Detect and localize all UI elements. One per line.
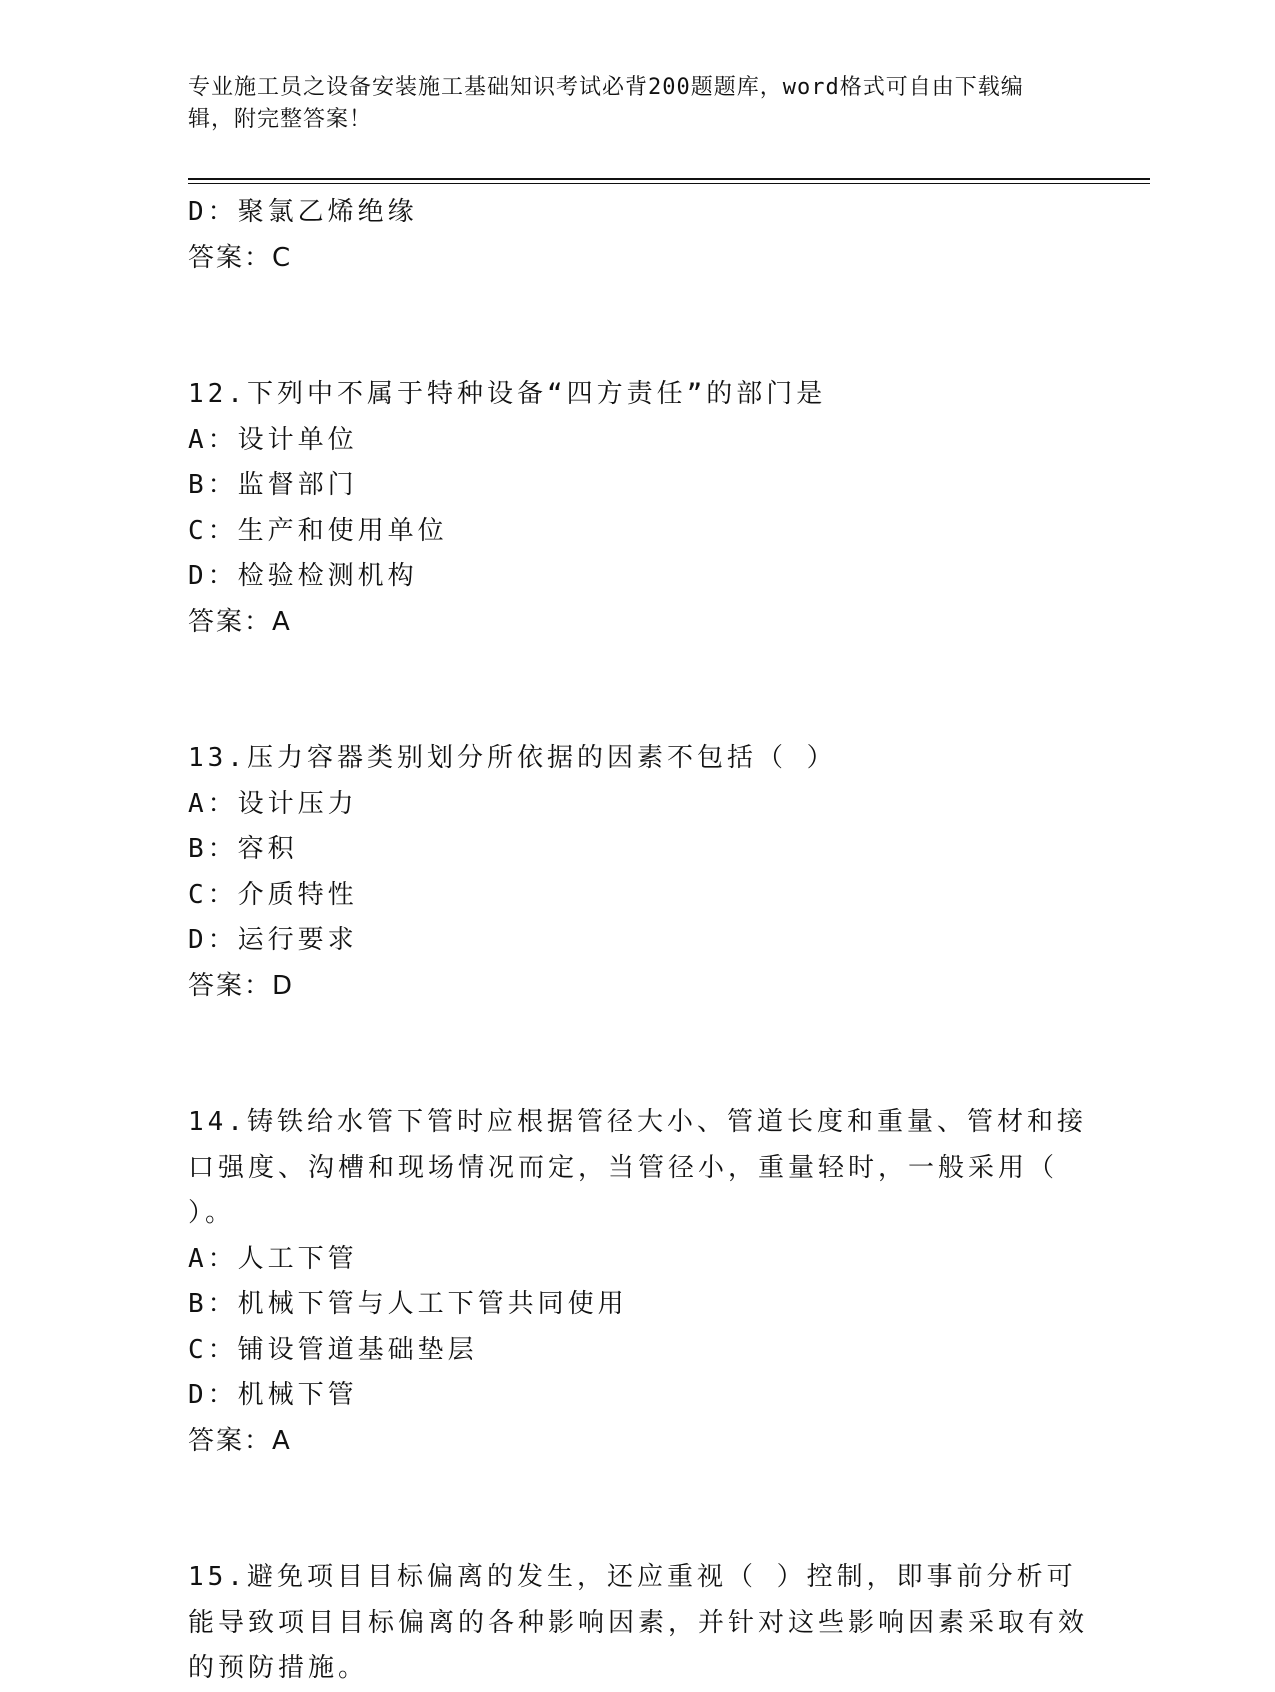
answer: 答案：D <box>188 970 295 1001</box>
option-c: C：铺设管道基础垫层 <box>188 1334 478 1365</box>
question-14 <box>188 1100 1088 1464</box>
question-12 <box>188 372 1088 645</box>
option-b: B：容积 <box>188 834 298 864</box>
prev-option-d: D：聚氯乙烯绝缘 <box>188 197 418 227</box>
header-rule-thick <box>188 178 1150 180</box>
document-body <box>188 190 1088 1692</box>
option-a: A：设计单位 <box>188 424 358 455</box>
option-d: D：运行要求 <box>188 925 358 955</box>
answer: 答案：A <box>188 1425 292 1456</box>
option-c: C：介质特性 <box>188 879 358 910</box>
option-d: D：检验检测机构 <box>188 561 418 591</box>
option-a: A：设计压力 <box>188 788 358 819</box>
header-rule-thin <box>188 183 1150 184</box>
document-header: 专业施工员之设备安装施工基础知识考试必背200题题库，word格式可自由下载编辑，附完整答案！ <box>188 75 1024 132</box>
option-c: C：生产和使用单位 <box>188 515 448 546</box>
option-b: B：机械下管与人工下管共同使用 <box>188 1289 628 1319</box>
question-15 <box>188 1555 1088 1692</box>
prev-answer: 答案：C <box>188 242 293 273</box>
question-stem: 14.铸铁给水管下管时应根据管径大小、管道长度和重量、管材和接口强度、沟槽和现场情况而定，当管径小，重量轻时，一般采用（ ）。 <box>188 1107 1087 1228</box>
option-b: B：监督部门 <box>188 470 358 500</box>
question-stem: 15.避免项目目标偏离的发生，还应重视（ ）控制，即事前分析可能导致项目目标偏离的各种影响因素，并针对这些影响因素采取有效的预防措施。 <box>188 1562 1089 1683</box>
question-stem: 12.下列中不属于特种设备“四方责任”的部门是 <box>188 379 827 409</box>
question-stem: 13.压力容器类别划分所依据的因素不包括（ ） <box>188 743 837 773</box>
question-13 <box>188 736 1088 1009</box>
option-a: A：人工下管 <box>188 1243 358 1274</box>
answer: 答案：A <box>188 606 292 637</box>
option-d: D：机械下管 <box>188 1380 358 1410</box>
